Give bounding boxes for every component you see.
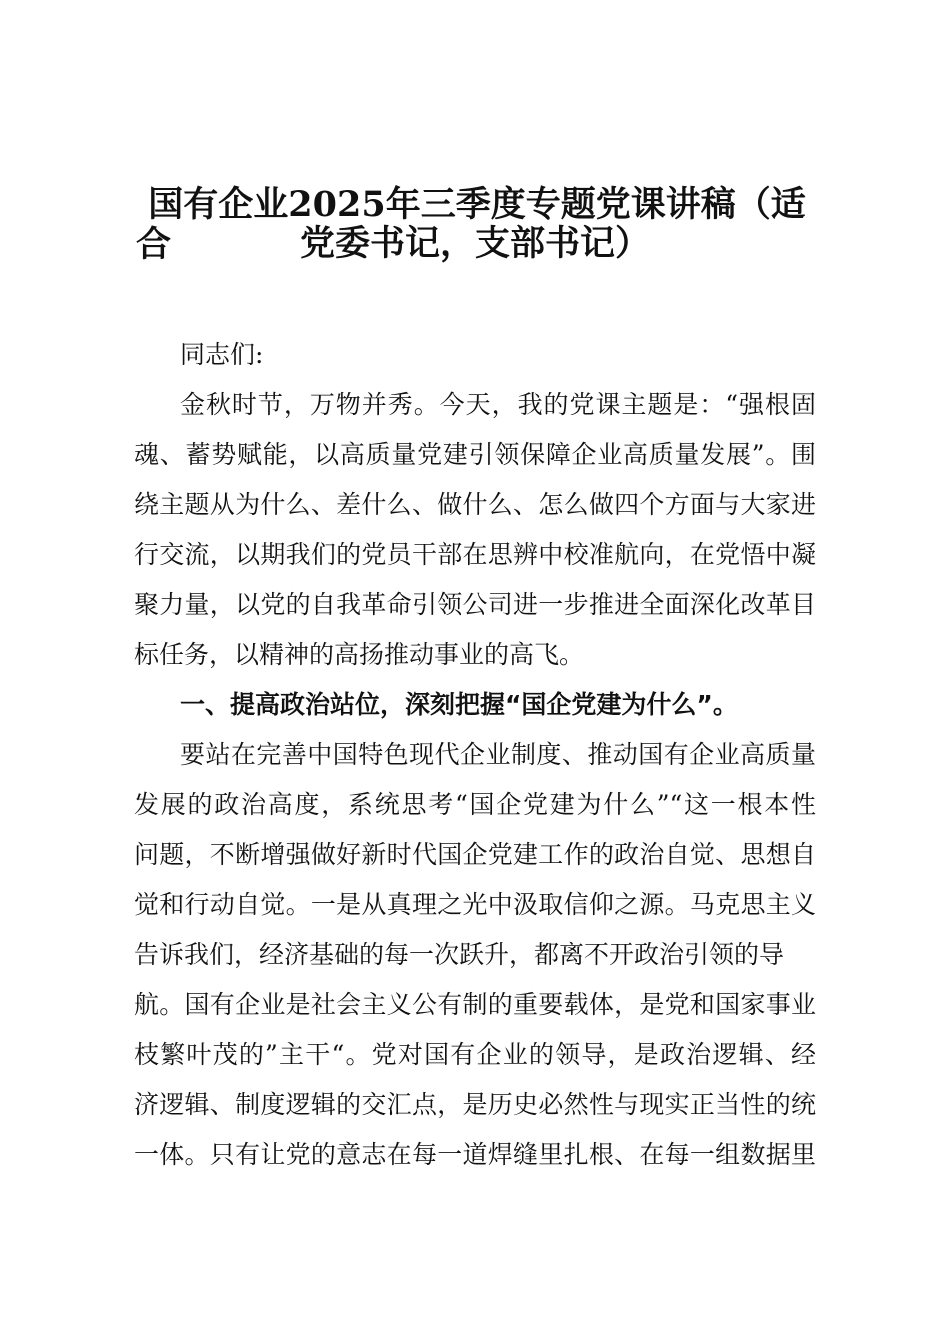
text-line: 济逻辑、制度逻辑的交汇点，是历史必然性与现实正当性的统 [134, 1090, 816, 1119]
text-line: 行交流，以期我们的党员干部在思辨中校准航向，在党悟中凝 [134, 540, 816, 569]
text-line: 觉和行动自觉。一是从真理之光中汲取信仰之源。马克思主义 [134, 890, 816, 919]
section-heading: 一、提高政治站位，深刻把握“国企党建为什么”。 [180, 690, 738, 719]
document-title-line-1: 国有企业2025年三季度专题党课讲稿（适合 [136, 184, 806, 265]
salutation: 同志们: [180, 340, 264, 369]
text-line: 金秋时节，万物并秀。今天，我的党课主题是：“强根固 [180, 390, 816, 419]
text-line: 发展的政治高度，系统思考“国企党建为什么”“这一根本性 [134, 790, 816, 819]
text-line: 聚力量，以党的自我革命引领公司进一步推进全面深化改革目 [134, 590, 816, 619]
text-line: 绕主题从为什么、差什么、做什么、怎么做四个方面与大家进 [134, 490, 816, 519]
text-line: 枝繁叶茂的”主干“。党对国有企业的领导，是政治逻辑、经 [134, 1040, 816, 1069]
text-line: 问题，不断增强做好新时代国企党建工作的政治自觉、思想自 [134, 840, 816, 869]
text-line: 要站在完善中国特色现代企业制度、推动国有企业高质量 [180, 740, 816, 769]
text-line: 一体。只有让党的意志在每一道焊缝里扎根、在每一组数据里 [134, 1140, 816, 1169]
text-line: 魂、蓄势赋能，以高质量党建引领保障企业高质量发展”。围 [134, 440, 816, 469]
document-title-line-2: 党委书记，支部书记） [299, 223, 650, 264]
text-line: 航。国有企业是社会主义公有制的重要载体，是党和国家事业 [134, 990, 816, 1019]
text-line: 告诉我们，经济基础的每一次跃升，都离不开政治引领的导 [134, 940, 785, 969]
text-line: 标任务，以精神的高扬推动事业的高飞。 [134, 640, 585, 669]
